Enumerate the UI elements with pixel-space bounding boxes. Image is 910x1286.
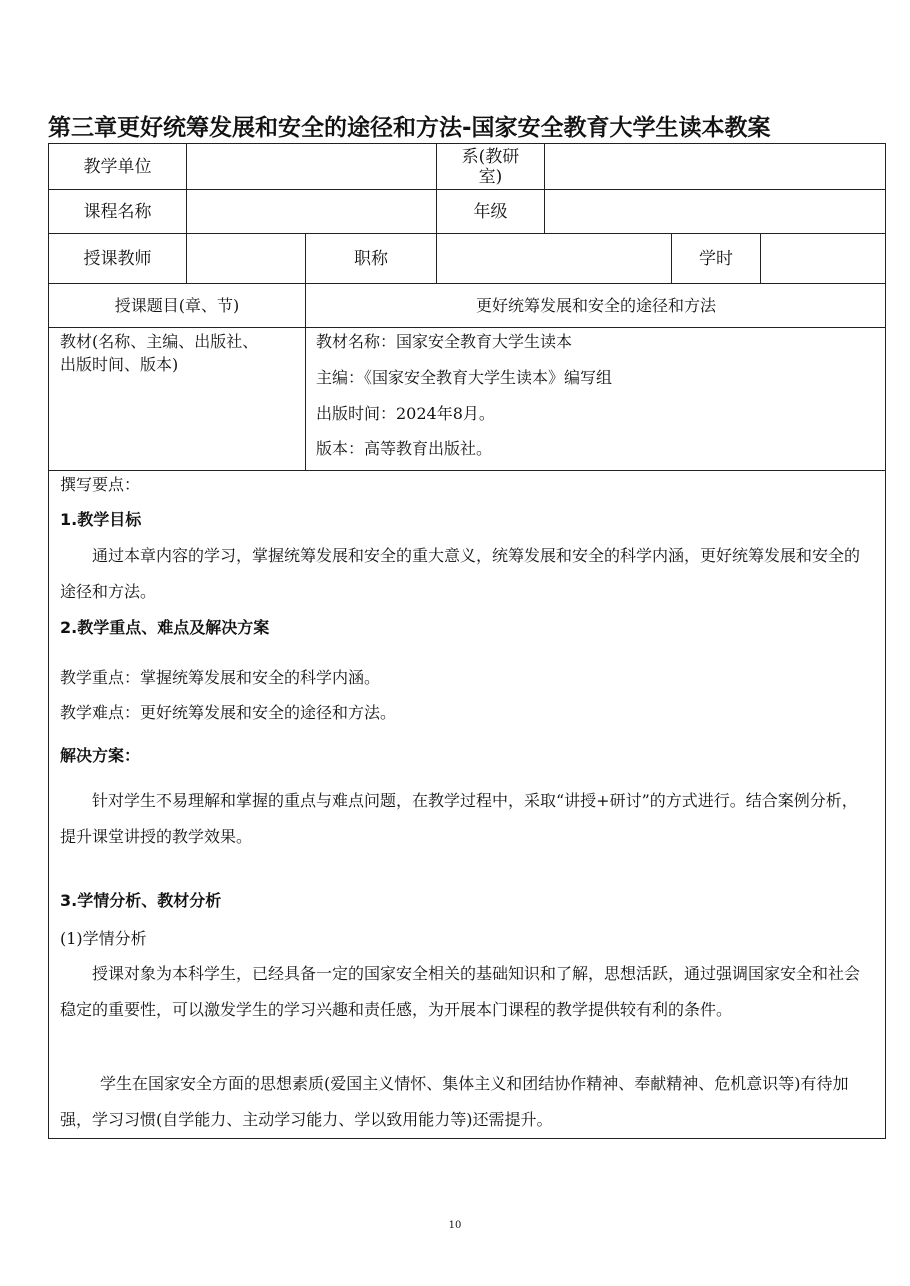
row-divider xyxy=(48,470,886,471)
dept-label-line1: 系(教研 xyxy=(461,146,520,167)
analysis-subheading: (1)学情分析 xyxy=(60,929,147,948)
hours-label: 学时 xyxy=(699,248,733,269)
textbook-name: 教材名称：国家安全教育大学生读本 xyxy=(316,332,573,351)
grade-label: 年级 xyxy=(473,201,508,222)
key-point: 教学重点：掌握统筹发展和安全的科学内涵。 xyxy=(60,668,381,687)
difficult-point: 教学难点：更好统筹发展和安全的途径和方法。 xyxy=(60,703,397,722)
section-heading-analysis: 3.学情分析、教材分析 xyxy=(60,891,222,910)
textbook-label-line2: 出版时间、版本) xyxy=(60,355,179,374)
solution-heading: 解决方案： xyxy=(60,746,141,765)
section-heading-keypoints: 2.教学重点、难点及解决方案 xyxy=(60,618,270,637)
solution-text: 针对学生不易理解和掌握的重点与难点问题，在教学过程中，采取“讲授+研讨”的方式进行。结合案例分析，提升课堂讲授的教学效果。 xyxy=(60,791,858,846)
textbook-editor: 主编：《国家安全教育大学生读本》编写组 xyxy=(316,368,613,387)
unit-label: 教学单位 xyxy=(83,156,152,177)
teacher-label: 授课教师 xyxy=(83,248,152,269)
topic-label: 授课题目(章、节) xyxy=(114,295,240,315)
col-divider xyxy=(186,143,187,283)
textbook-label-line1: 教材(名称、主编、出版社、 xyxy=(60,332,259,351)
dept-label-line2: 室) xyxy=(478,166,503,187)
section-heading-objectives: 1.教学目标 xyxy=(60,510,142,529)
dept-label xyxy=(437,144,544,189)
course-label: 课程名称 xyxy=(83,201,152,222)
col-divider xyxy=(544,143,545,233)
rank-label: 职称 xyxy=(354,248,388,269)
topic-value: 更好统筹发展和安全的途径和方法 xyxy=(475,295,716,315)
textbook-date: 出版时间：2024年8月。 xyxy=(316,404,495,423)
analysis-paragraph-2: 学生在国家安全方面的思想素质(爱国主义情怀、集体主义和团结协作精神、奉献精神、危机意识等)有待加强，学习习惯(自学能力、主动学习能力、学以致用能力等)还需提升。 xyxy=(60,1074,849,1129)
document-title: 第三章更好统筹发展和安全的途径和方法-国家安全教育大学生读本教案 xyxy=(48,115,771,141)
analysis-paragraph-1: 授课对象为本科学生，已经具备一定的国家安全相关的基础知识和了解，思想活跃，通过强调国家安全和社会稳定的重要性，可以激发学生的学习兴趣和责任感，为开展本门课程的教学提供较有利的条件。 xyxy=(60,964,861,1019)
writing-points-label: 撰写要点： xyxy=(60,475,141,494)
row-divider xyxy=(48,327,886,328)
objectives-text: 通过本章内容的学习，掌握统筹发展和安全的重大意义，统筹发展和安全的科学内涵，更好统筹发展和安全的途径和方法。 xyxy=(60,546,861,601)
col-divider xyxy=(760,233,761,283)
textbook-publisher: 版本：高等教育出版社。 xyxy=(316,439,493,458)
page-number: 10 xyxy=(448,1220,462,1231)
